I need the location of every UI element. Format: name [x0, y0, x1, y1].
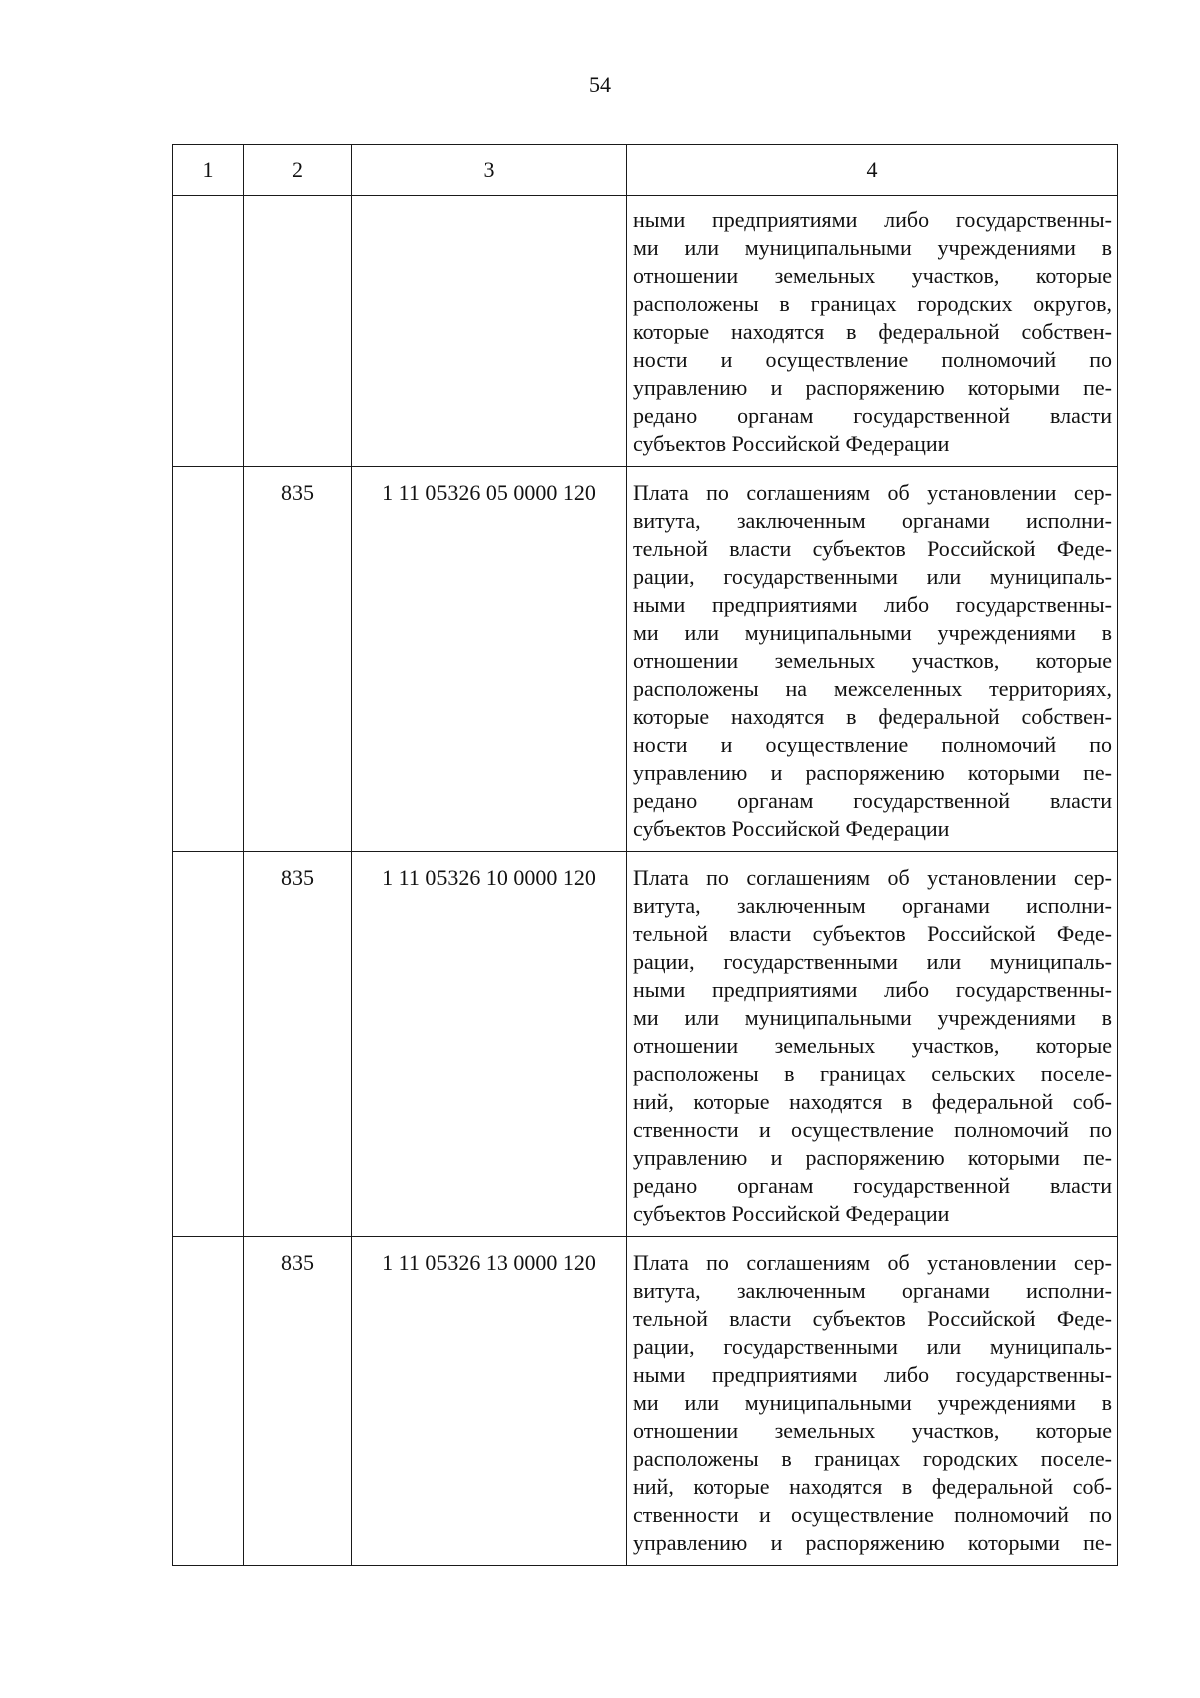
header-col-2: 2 — [244, 145, 352, 196]
description-line: управлению и распоряжению которыми пе- — [633, 760, 1112, 785]
table-row — [173, 1237, 1118, 1566]
cell-revenue-code: 1 11 05326 10 0000 120 — [352, 852, 627, 1237]
cell-revenue-code — [352, 196, 627, 467]
description-line: редано органам государственной власти — [633, 788, 1112, 813]
description-line: ственности и осуществление полномочий по — [633, 1502, 1112, 1527]
description-line: тельной власти субъектов Российской Феде- — [633, 921, 1112, 946]
description-line: рации, государственными или муниципаль- — [633, 564, 1112, 589]
description-line: витута, заключенным органами исполни- — [633, 1278, 1112, 1303]
description-line: ми или муниципальными учреждениями в — [633, 1390, 1112, 1415]
description-line: Плата по соглашениям об установлении сер- — [633, 865, 1112, 890]
table-row — [173, 196, 1118, 467]
description-line: расположены в границах сельских поселе- — [633, 1061, 1112, 1086]
header-col-4: 4 — [627, 145, 1118, 196]
description-line: ными предприятиями либо государственны- — [633, 207, 1112, 232]
description-line: ний, которые находятся в федеральной соб- — [633, 1089, 1112, 1114]
description-line: Плата по соглашениям об установлении сер- — [633, 480, 1112, 505]
cell-description — [627, 852, 1118, 1237]
description-line: ности и осуществление полномочий по — [633, 732, 1112, 757]
description-line: витута, заключенным органами исполни- — [633, 508, 1112, 533]
cell-admin-code — [244, 196, 352, 467]
description-line: отношении земельных участков, которые — [633, 263, 1112, 288]
cell-revenue-code: 1 11 05326 05 0000 120 — [352, 467, 627, 852]
page-number: 54 — [589, 72, 611, 97]
description-line: ности и осуществление полномочий по — [633, 347, 1112, 372]
cell-col-1 — [173, 467, 244, 852]
cell-description — [627, 467, 1118, 852]
description-line: редано органам государственной власти — [633, 1173, 1112, 1198]
cell-col-1 — [173, 196, 244, 467]
cell-admin-code: 835 — [244, 467, 352, 852]
description-line: расположены в границах городских округов, — [633, 291, 1112, 316]
description-line: ний, которые находятся в федеральной соб- — [633, 1474, 1112, 1499]
description-line: тельной власти субъектов Российской Феде- — [633, 1306, 1112, 1331]
cell-revenue-code: 1 11 05326 13 0000 120 — [352, 1237, 627, 1566]
description-line: управлению и распоряжению которыми пе- — [633, 375, 1112, 400]
cell-col-1 — [173, 1237, 244, 1566]
description-line: которые находятся в федеральной собствен- — [633, 704, 1112, 729]
cell-admin-code: 835 — [244, 852, 352, 1237]
cell-col-1 — [173, 852, 244, 1237]
description-line: управлению и распоряжению которыми пе- — [633, 1530, 1112, 1555]
description-line: ми или муниципальными учреждениями в — [633, 620, 1112, 645]
description-line: редано органам государственной власти — [633, 403, 1112, 428]
description-line: субъектов Российской Федерации — [633, 1201, 950, 1226]
table-row — [173, 852, 1118, 1237]
description-line: ми или муниципальными учреждениями в — [633, 235, 1112, 260]
description-line: рации, государственными или муниципаль- — [633, 1334, 1112, 1359]
description-line: ными предприятиями либо государственны- — [633, 977, 1112, 1002]
description-line: которые находятся в федеральной собствен- — [633, 319, 1112, 344]
description-line: Плата по соглашениям об установлении сер- — [633, 1250, 1112, 1275]
description-line: рации, государственными или муниципаль- — [633, 949, 1112, 974]
table-header-row — [173, 145, 1118, 196]
description-line: отношении земельных участков, которые — [633, 1033, 1112, 1058]
description-line: управлению и распоряжению которыми пе- — [633, 1145, 1112, 1170]
description-line: отношении земельных участков, которые — [633, 1418, 1112, 1443]
description-line: субъектов Российской Федерации — [633, 431, 950, 456]
description-line: ственности и осуществление полномочий по — [633, 1117, 1112, 1142]
header-col-1: 1 — [173, 145, 244, 196]
table-row — [173, 467, 1118, 852]
description-line: ными предприятиями либо государственны- — [633, 592, 1112, 617]
description-line: тельной власти субъектов Российской Феде- — [633, 536, 1112, 561]
description-line: отношении земельных участков, которые — [633, 648, 1112, 673]
description-line: расположены на межселенных территориях, — [633, 676, 1112, 701]
cell-description — [627, 1237, 1118, 1566]
description-line: ными предприятиями либо государственны- — [633, 1362, 1112, 1387]
cell-admin-code: 835 — [244, 1237, 352, 1566]
description-line: субъектов Российской Федерации — [633, 816, 950, 841]
revenue-codes-table — [172, 144, 1118, 1566]
description-line: расположены в границах городских поселе- — [633, 1446, 1112, 1471]
description-line: ми или муниципальными учреждениями в — [633, 1005, 1112, 1030]
description-line: витута, заключенным органами исполни- — [633, 893, 1112, 918]
cell-description — [627, 196, 1118, 467]
header-col-3: 3 — [352, 145, 627, 196]
